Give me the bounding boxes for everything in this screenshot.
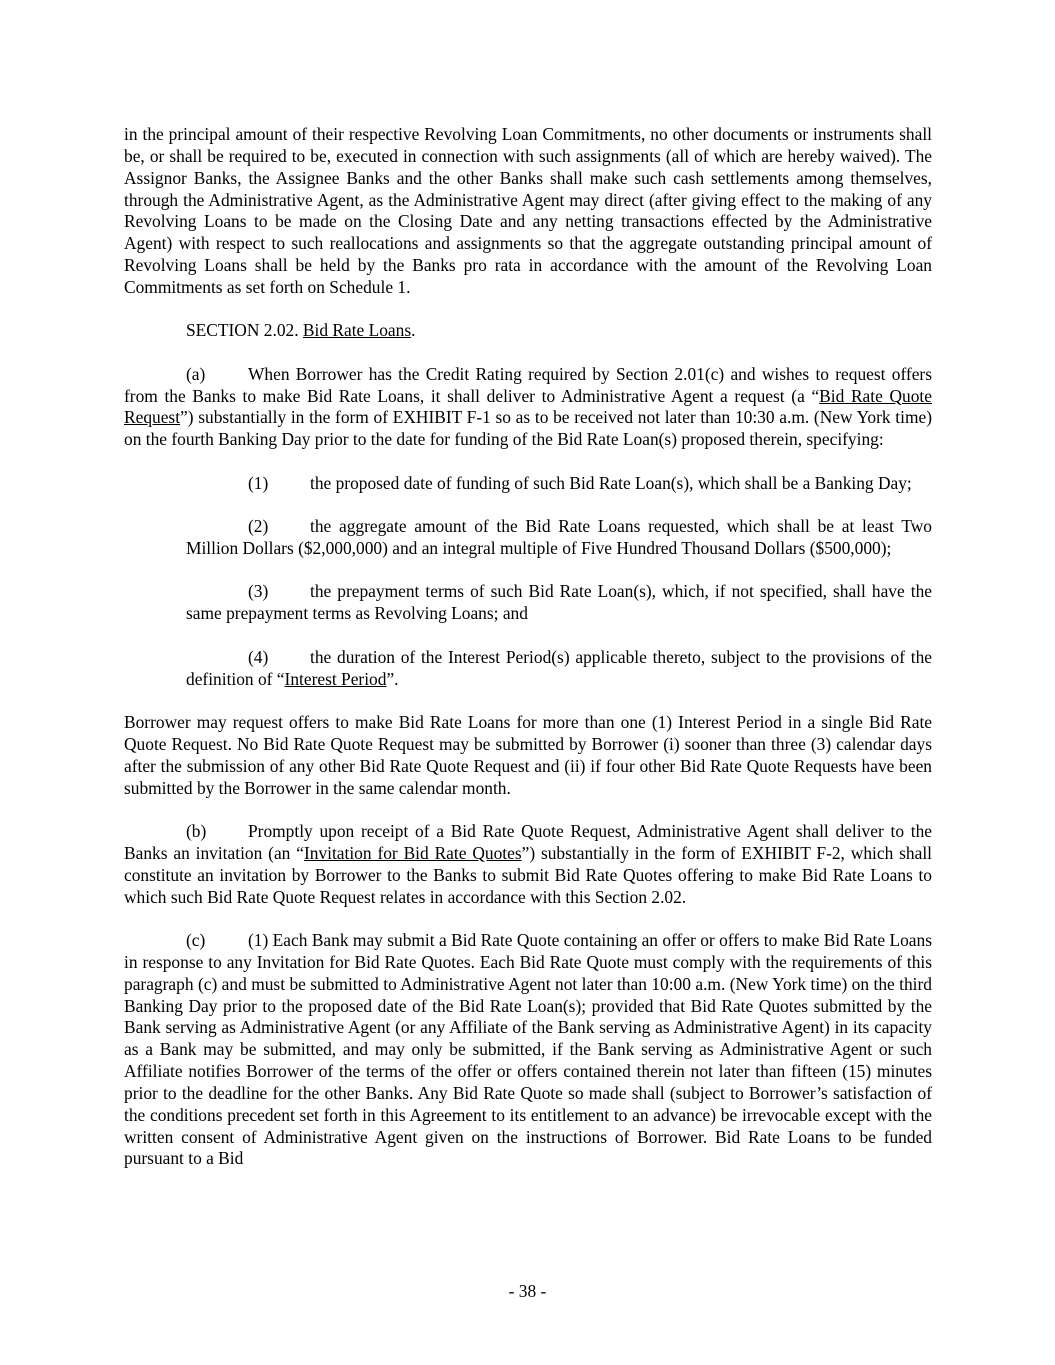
paragraph-c-label: (c) — [186, 929, 206, 950]
list-item-number: (4) — [248, 646, 269, 667]
paragraph-c-text: (1) Each Bank may submit a Bid Rate Quote containing an offer or offers to make Bid Rate Loans in response to any Invitation for Bid Rate Quotes. Each Bid Rate Quote must comply with the requirements of this paragraph (c) and must be submitted to Administrative Agent not later than 10:00 a.m. (New York time) on the third Banking Day prior to the proposed date of the Bid Rate Loan(s); provided that Bid Rate Quotes submitted by the Bank serving as Administrative Agent (or any Affiliate of the Bank serving as Administrative Agent) in its capacity as a Bank may be submitted, and may only be submitted, if the Bank serving as Administrative Agent or such Affiliate notifies Borrower of the terms of the offer or offers contained therein not later than fifteen (15) minutes prior to the deadline for the other Banks. Any Bid Rate Quote so made shall (subject to Borrower’s satisfaction of the conditions precedent set forth in this Agreement to its entitlement to an advance) be irrevocable except with the written consent of Administrative Agent given on the instructions of Borrower. Bid Rate Loans to be funded pursuant to a Bid — [124, 929, 932, 1169]
list-item-number: (2) — [248, 516, 269, 537]
list-item-number: (3) — [248, 581, 269, 602]
list-item — [186, 473, 932, 495]
list-item-text-2: ”. — [386, 668, 399, 689]
section-title-period: . — [411, 320, 416, 341]
paragraph-a-label: (a) — [186, 363, 206, 384]
page-number: - 38 - — [508, 1281, 547, 1301]
paragraph-c — [124, 930, 932, 1170]
intro-paragraph: in the principal amount of their respective Revolving Loan Commitments, no other documents or instruments shall be, or shall be required to be, executed in connection with such assignments (all of which are hereby waived). The Assignor Banks, the Assignee Banks and the other Banks shall make such cash settlements among themselves, through the Administrative Agent, as the Administrative Agent may direct (after giving effect to the making of any Revolving Loans to be made on the Closing Date and any netting transactions effected by the Administrative Agent) with respect to such reallocations and assignments so that the aggregate outstanding principal amount of Revolving Loans shall be held by the Banks pro rata in accordance with the amount of the Revolving Loan Commitments as set forth on Schedule 1. — [124, 124, 932, 297]
list-item-text: the proposed date of funding of such Bid Rate Loan(s), which shall be a Banking Day; — [310, 472, 912, 493]
section-heading — [124, 320, 932, 342]
section-title: Bid Rate Loans — [302, 320, 412, 341]
paragraph-b-label: (b) — [186, 821, 207, 841]
list-item-text: the prepayment terms of such Bid Rate Loan(s), which, if not specified, shall have the same prepayment terms as Revolving Loans; and — [186, 581, 932, 624]
list-item — [186, 647, 932, 691]
paragraph-a-text-1: When Borrower has the Credit Rating required by Section 2.01(c) and wishes to request offers from the Banks to make Bid Rate Loans, it shall deliver to Administrative Agent a request (a “ — [124, 363, 932, 406]
list-item — [186, 581, 932, 625]
list-item-text-1: the duration of the Interest Period(s) applicable thereto, subject to the provisions of the definition of “ — [186, 646, 932, 689]
paragraph-b-text-1: Promptly upon receipt of a Bid Rate Quote Request, Administrative Agent shall deliver to the Banks an invitation (an “ — [124, 821, 932, 863]
section-number: SECTION 2.02. — [186, 320, 303, 341]
paragraph-a — [124, 364, 932, 451]
defined-term-interest-period: Interest Period — [284, 668, 387, 689]
list-item-text: the aggregate amount of the Bid Rate Loans requested, which shall be at least Two Million Dollars ($2,000,000) and an integral multiple of Five Hundred Thousand Dollars ($500,000); — [186, 516, 932, 559]
paragraph-b — [124, 821, 932, 908]
defined-term-bid-rate-quote-request: Bid Rate Quote Request — [124, 385, 932, 428]
list-item-number: (1) — [248, 472, 269, 493]
defined-term-invitation-for-bid-rate-quotes: Invitation for Bid Rate Quotes — [303, 842, 522, 863]
paragraph-b-text-2: ”) substantially in the form of EXHIBIT F-2, which shall constitute an invitation by Borrower to the Banks to submit Bid Rate Quotes offering to make Bid Rate Loans to which such Bid Rate Quote Request relates in accordance with this Section 2.02. — [124, 842, 932, 907]
list-item — [186, 516, 932, 560]
document-page — [124, 124, 932, 1192]
borrower-paragraph: Borrower may request offers to make Bid Rate Loans for more than one (1) Interest Period in a single Bid Rate Quote Request. No Bid Rate Quote Request may be submitted by Borrower (i) sooner than three (3) calendar days after the submission of any other Bid Rate Quote Request and (ii) if four other Bid Rate Quote Requests have been submitted by the Borrower in the same calendar month. — [124, 712, 932, 798]
paragraph-a-text-2: ”) substantially in the form of EXHIBIT F-1 so as to be received not later than 10:30 a.m. (New York time) on the fourth Banking Day prior to the date for funding of the Bid Rate Loan(s) proposed therein, specifying: — [124, 407, 932, 450]
